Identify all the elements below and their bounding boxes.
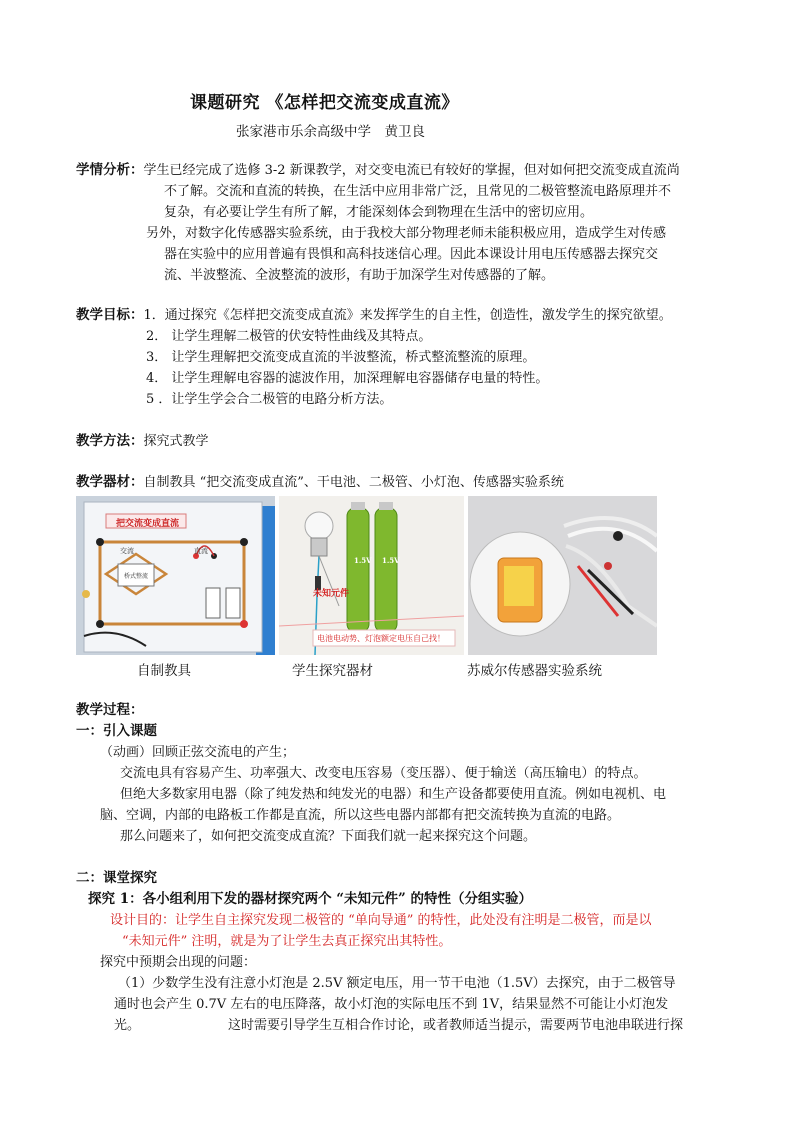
photo-caption: 苏威尔传感器实验系统 [467, 663, 602, 679]
goal-item: 3． 让学生理解把交流变成直流的半波整流，桥式整流整流的原理。 [146, 350, 536, 365]
analysis-line: 不了解。交流和直流的转换，在生活中应用非常广泛，且常见的二极管整流电路原理并不 [164, 184, 672, 199]
board-label-dc: 直流 [194, 547, 208, 555]
photo-homemade-board [76, 496, 275, 655]
battery-label: 1.5V [354, 556, 372, 565]
sensor-illustration [468, 496, 657, 655]
equipment-heading: 教学器材： [76, 474, 144, 490]
intro-line: 那么问题来了，如何把交流变成直流？下面我们就一起来探究这个问题。 [120, 829, 537, 844]
unknown-component-tag: 未知元件 [313, 589, 350, 599]
analysis-heading: 学情分析： [76, 162, 144, 178]
method-text: 探究式教学 [143, 434, 209, 449]
expected-issue-line: 光。 [114, 1018, 141, 1033]
analysis-line: 器在实验中的应用普遍有畏惧和高科技迷信心理。因此本课设计用电压传感器去探究交 [164, 247, 659, 262]
process-heading: 教学过程： [76, 702, 144, 718]
analysis-section [76, 160, 680, 181]
board-title: 把交流变成直流 [116, 519, 180, 529]
expected-issues-heading: 探究中预期会出现的问题： [100, 955, 257, 970]
goal-item: 4． 让学生理解电容器的滤波作用，加深理解电容器储存电量的特性。 [146, 371, 549, 386]
goal-item: 1．通过探究《怎样把交流变成直流》来发挥学生的自主性，创造性，激发学生的探究欲望。 [143, 308, 672, 323]
method-section [76, 431, 209, 452]
photo-caption: 学生探究器材 [292, 663, 373, 679]
goal-item: 2． 让学生理解二极管的伏安特性曲线及其特点。 [146, 329, 432, 344]
section-2-heading: 二：课堂探究 [76, 870, 157, 886]
explore-1-heading: 探究 1：各小组利用下发的器材探究两个 “未知元件” 的特性（分组实验） [88, 891, 533, 907]
equipment-text: 自制教具 “把交流变成直流”、干电池、二极管、小灯泡、传感器实验系统 [143, 475, 564, 490]
analysis-line: 复杂，有必要让学生有所了解，才能深刻体会到物理在生活中的密切应用。 [164, 205, 594, 220]
analysis-line: 流、半波整流、全波整流的波形，有助于加深学生对传感器的了解。 [164, 268, 555, 283]
battery-label: 1.5V [382, 556, 400, 565]
intro-line: （动画）回顾正弦交流电的产生； [100, 745, 296, 760]
photo-caption: 自制教具 [137, 663, 191, 679]
goals-heading: 教学目标： [76, 307, 144, 323]
equipment-illustration [279, 496, 464, 655]
photo-sensor-system [468, 496, 657, 655]
analysis-line: 学生已经完成了选修 3-2 新课教学，对交变电流已有较好的掌握，但对如何把交流变成直流尚 [143, 163, 680, 178]
expected-issue-line: 通时也会产生 0.7V 左右的电压降落，故小灯泡的实际电压不到 1V，结果显然不可能让小灯泡发 [114, 997, 669, 1012]
analysis-line: 另外，对数字化传感器实验系统，由于我校大部分物理老师未能积极应用，造成学生对传感 [146, 226, 667, 241]
intro-line: 交流电具有容易产生、功率强大、改变电压容易（变压器）、便于输送（高压输电）的特点。 [120, 766, 647, 781]
equipment-note: 电池电动势、灯泡额定电压自己找！ [317, 634, 445, 643]
intro-line: 脑、空调，内部的电路板工作都是直流，所以这些电器内部都有把交流转换为直流的电路。 [100, 808, 621, 823]
page-title: 课题研究 《怎样把交流变成直流》 [190, 93, 459, 113]
author-line: 张家港市乐余高级中学 黄卫良 [236, 124, 425, 140]
goals-section [76, 305, 672, 326]
method-heading: 教学方法： [76, 433, 144, 449]
goal-item: 5 ．让学生学会合二极管的电路分析方法。 [146, 392, 393, 407]
design-purpose-line: “未知元件” 注明，就是为了让学生去真正探究出其特性。 [122, 934, 452, 949]
intro-line: 但绝大多数家用电器（除了纯发热和纯发光的电器）和生产设备都要使用直流。例如电视机、电 [120, 787, 667, 802]
equipment-section [76, 472, 564, 493]
photo-student-equipment [279, 496, 464, 655]
section-1-heading: 一：引入课题 [76, 723, 157, 739]
design-purpose-line: 设计目的：让学生自主探究发现二极管的 “单向导通” 的特性，此处没有注明是二极管，而是以 [110, 913, 652, 928]
expected-issue-line: 这时需要引导学生互相合作讨论，或者教师适当提示，需要两节电池串联进行探 [228, 1018, 684, 1033]
board-label-center: 桥式整流 [124, 573, 149, 580]
board-label-ac: 交流 [120, 547, 134, 555]
expected-issue-line: （1）少数学生没有注意小灯泡是 2.5V 额定电压，用一节干电池（1.5V）去探究，由于二极管导 [118, 976, 676, 991]
